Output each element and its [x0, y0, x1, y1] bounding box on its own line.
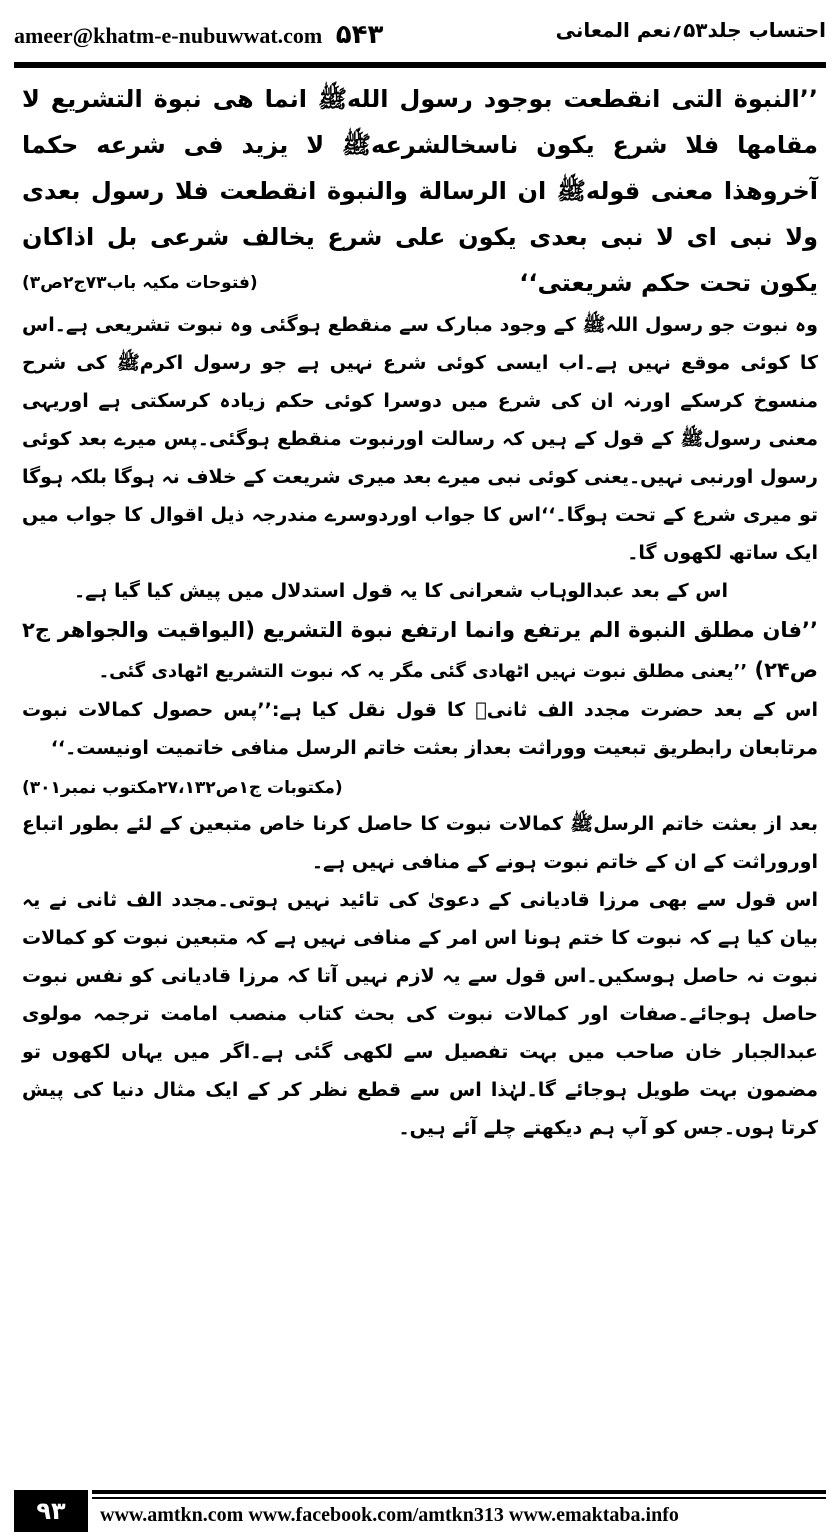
footer-rule-thick [92, 1490, 826, 1494]
footer-rule-thin [92, 1497, 826, 1499]
quote-3-reference: (مکتوبات ج۱ص۲۷،۱۳۲مکتوب نمبر۳۰۱) [22, 778, 343, 798]
paragraph-4: بعد از بعثت خاتم الرسلﷺ کمالات نبوت کا حاصل کرنا خاص متبعین کے لئے بطور اتباع اوروراثت کے ان کے خاتم نبوت ہونے کے منافی نہیں ہے۔ [22, 813, 818, 873]
header-rule [14, 62, 826, 68]
arabic-quote-2 [22, 610, 818, 691]
header-email: ameer@khatm-e-nubuwwat.com [14, 23, 323, 48]
header-page-number: ۵۴۳ [335, 20, 384, 50]
arabic-quote-1: ’’النبوة التی انقطعت بوجود رسول اللهﷺ انما هی نبوة التشریع لا مقامها فلا شرع یکون ناسخالشرعهﷺ لا یزید فی شرعه حکما آخروهذا معنی قولهﷺ ان الرسالة والنبوة انقطعت فلا رسول بعدی ولا نبی ای لا نبی بعدی یکون علی شرع یخالف شرعی بل اذاکان یکون تحت حکم شریعتی‘‘ [22, 85, 818, 297]
page-header [14, 14, 826, 58]
header-left [14, 20, 383, 50]
page-footer [14, 1490, 826, 1532]
paragraph-2: اس کے بعد عبدالوہاب شعرانی کا یہ قول استدلال میں پیش کیا گیا ہے۔ [74, 580, 728, 602]
body-text [22, 76, 818, 1147]
paragraph-3: اس کے بعد حضرت مجدد الف ثانیؒ کا قول نقل کیا ہے:’’پس حصول کمالات نبوت مرتابعان رابطریق تبعیت ووراثت بعداز بعثت خاتم الرسل منافی خاتمیت اونیست۔‘‘ [22, 699, 818, 759]
arabic-quote-2-text: ’’فان مطلق النبوة الم یرتفع وانما ارتفع نبوة التشریع (الیواقیت والجواهر ج۲ ص۲۴) [22, 618, 818, 682]
arabic-quote-2-translation: ’’یعنی مطلق نبوت نہیں اٹھادی گئی مگر یہ کہ نبوت التشریع اٹھادی گئی۔ [98, 661, 748, 682]
quote-1-reference: (فتوحات مکیہ باب۷۳ج۲ص۳) [22, 273, 258, 293]
header-book-title: احتساب جلد۵۳؍نعم المعانی [555, 18, 826, 42]
paragraph-1: وہ نبوت جو رسول اللہﷺ کے وجود مبارک سے منقطع ہوگئی وہ نبوت تشریعی ہے۔اس کا کوئی موقع نہیں ہے۔اب ایسی کوئی شرع نہیں ہے جو رسول اکرمﷺ کی شرح منسوخ کرسکے اورنہ ان کی شرع میں دوسرا کوئی حکم زیادہ کرسکتی ہے اوریہی معنی رسولﷺ کے قول کے ہیں کہ رسالت اورنبوت منقطع ہوگئی۔پس میرے بعد کوئی رسول اورنبی نہیں۔یعنی کوئی نبی میرے بعد میری شریعت کے خلاف نہ ہوگا بلکہ ہوگا تو میری شرع کے تحت ہوگا۔‘‘اس کا جواب اوردوسرے مندرجہ ذیل اقوال کا جواب میں ایک ساتھ لکھوں گا۔ [22, 314, 818, 564]
paragraph-5: اس قول سے بھی مرزا قادیانی کے دعویٰ کی تائید نہیں ہوتی۔مجدد الف ثانی نے یہ بیان کیا ہے کہ نبوت کا ختم ہونا اس امر کے منافی نہیں ہے کہ متبعین نبوت کو کمالات نبوت نہ حاصل ہوسکیں۔اس قول سے یہ لازم نہیں آتا کہ مرزا قادیانی کو نفس نبوت حاصل ہوجائے۔صفات اور کمالات نبوت کی بحث کتاب منصب امامت ترجمہ مولوی عبدالجبار خان صاحب میں بہت تفصیل سے لکھی گئی ہے۔اگر میں یہاں لکھوں تو مضمون بہت طویل ہوجائے گا۔لہٰذا اس سے قطع نظر کر کے ایک مثال دنیا کی پیش کرتا ہوں۔جس کو آپ ہم دیکھتے چلے آئے ہیں۔ [22, 889, 818, 1139]
footer-page-box: ۹۳ [14, 1490, 88, 1532]
footer-urls[interactable]: www.amtkn.com www.facebook.com/amtkn313 www.emaktaba.info [100, 1504, 679, 1526]
